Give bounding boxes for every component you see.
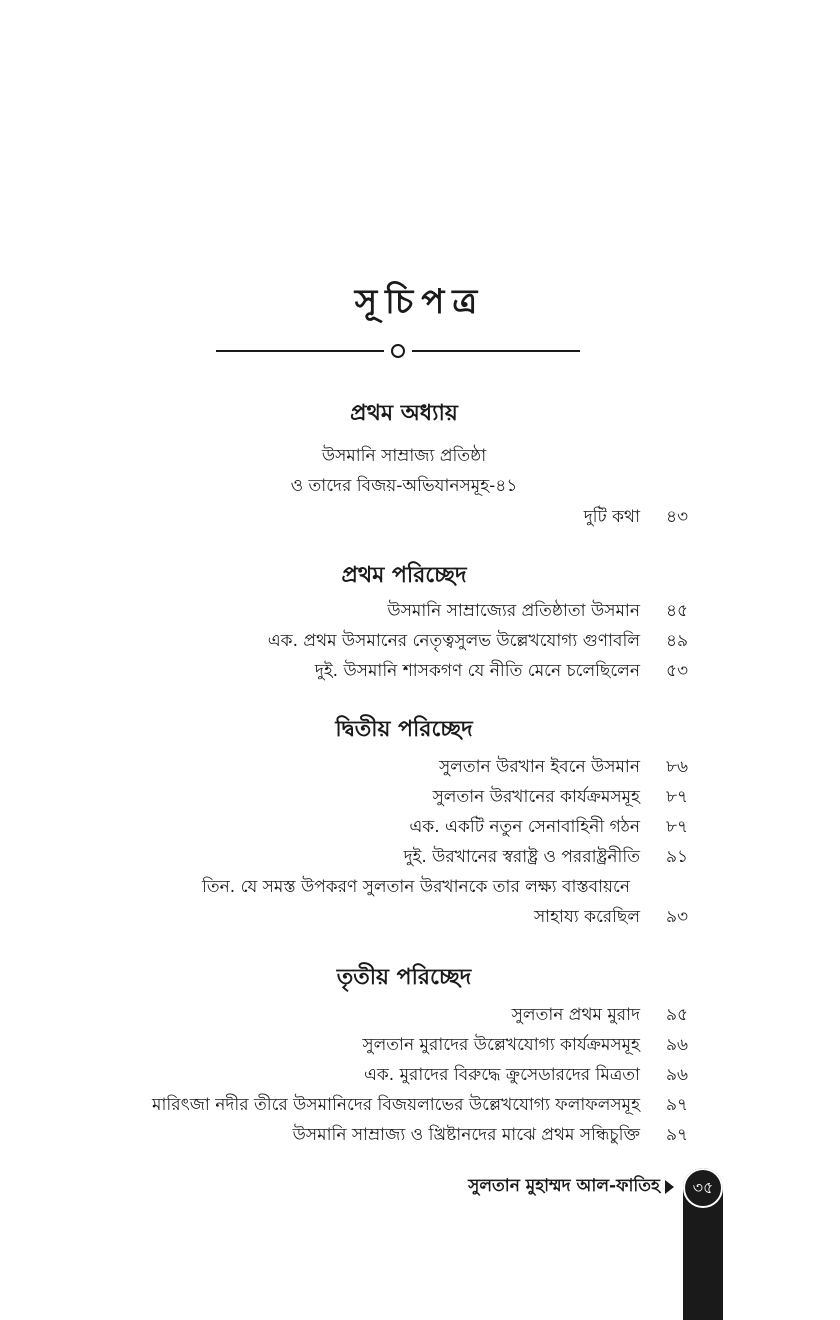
toc-entry-text: সুলতান প্রথম মুরাদ [511, 1005, 640, 1025]
section-heading-3: তৃতীয় পরিচ্ছেদ [336, 965, 472, 990]
footer-book-title: সুলতান মুহাম্মদ আল-ফাতিহ [468, 1176, 660, 1196]
toc-entry-text: দুই. উসমানি শাসকগণ যে নীতি মেনে চলেছিলেন [314, 661, 640, 681]
toc-entry-page: ৮৭ [666, 817, 689, 837]
toc-entry[interactable] [40, 1000, 700, 1030]
toc-entry[interactable] [40, 1120, 700, 1150]
toc-entry-page: ৯৩ [666, 907, 689, 927]
toc-entry-page: ৪৯ [666, 631, 689, 651]
divider-ornament-icon [391, 344, 405, 358]
toc-entry[interactable] [40, 656, 700, 686]
toc-entry-page: ৯৬ [666, 1035, 689, 1055]
footer-arrow-icon [665, 1180, 674, 1194]
toc-entry[interactable] [40, 1030, 700, 1060]
toc-entry[interactable] [40, 812, 700, 842]
toc-entry-page: ৫৩ [666, 661, 689, 681]
section-heading-2: দ্বিতীয় পরিচ্ছেদ [335, 717, 473, 742]
chapter-subtitle-line1: উসমানি সাম্রাজ্য প্রতিষ্ঠা [321, 446, 487, 466]
toc-entry-text: এক. প্রথম উসমানের নেতৃত্বসুলভ উল্লেখযোগ্য গুণাবলি [267, 631, 640, 651]
section-heading-1: প্রথম পরিচ্ছেদ [341, 563, 467, 588]
toc-entry-page: ৪৩ [666, 507, 689, 527]
chapter-subtitle-line2: ও তাদের বিজয়-অভিযানসমূহ-৪১ [290, 476, 518, 496]
toc-entry[interactable] [40, 752, 700, 782]
toc-entry-text: দুটি কথা [583, 507, 640, 527]
toc-entry[interactable] [40, 902, 700, 932]
toc-entry[interactable] [40, 842, 700, 872]
title-divider [216, 341, 580, 361]
toc-entry[interactable] [40, 782, 700, 812]
toc-entry-text: এক. মুরাদের বিরুদ্ধে ক্রুসেডারদের মিত্রতা [363, 1065, 640, 1085]
toc-entry-text: সুলতান মুরাদের উল্লেখযোগ্য কার্যক্রমসমূহ [362, 1035, 640, 1055]
toc-entry-page: ৯৬ [666, 1065, 689, 1085]
toc-entry-page: ৯৭ [666, 1095, 689, 1115]
toc-entry-text-wrapped-line1[interactable]: তিন. যে সমস্ত উপকরণ সুলতান উরখানকে তার লক্ষ্য বাস্তবায়নে [202, 877, 630, 897]
chapter-heading: প্রথম অধ্যায় [350, 401, 458, 426]
divider-line-right [412, 350, 580, 352]
toc-entry[interactable] [40, 1060, 700, 1090]
toc-entry-text: সুলতান উরখানের কার্যক্রমসমূহ [432, 787, 640, 807]
toc-entry-text: সাহায্য করেছিল [533, 907, 640, 927]
toc-entry-text: উসমানি সাম্রাজ্য ও খ্রিষ্টানদের মাঝে প্রথম সন্ধিচুক্তি [292, 1125, 640, 1145]
toc-entry-text: উসমানি সাম্রাজ্যের প্রতিষ্ঠাতা উসমান [387, 601, 640, 621]
toc-entry-page: ৮৬ [666, 757, 689, 777]
toc-entry-intro[interactable] [40, 502, 700, 532]
toc-entry-text: সুলতান উরখান ইবনে উসমান [438, 757, 640, 777]
toc-entry[interactable] [40, 596, 700, 626]
toc-entry[interactable] [40, 1090, 700, 1120]
toc-entry[interactable] [40, 626, 700, 656]
toc-entry-text: মারিৎজা নদীর তীরে উসমানিদের বিজয়লাভের উল্লেখযোগ্য ফলাফলসমূহ [152, 1095, 640, 1115]
page-number: ৩৫ [683, 1168, 723, 1208]
toc-entry-page: ৮৭ [666, 787, 689, 807]
toc-entry-page: ৯৫ [666, 1005, 689, 1025]
toc-entry-page: ৪৫ [666, 601, 689, 621]
toc-entry-text: এক. একটি নতুন সেনাবাহিনী গঠন [409, 817, 640, 837]
toc-entry-page: ৯১ [666, 847, 689, 867]
page-title: সূচিপত্র [354, 282, 486, 322]
toc-entry-page: ৯৭ [666, 1125, 689, 1145]
divider-line-left [216, 350, 384, 352]
toc-entry-text: দুই. উরখানের স্বরাষ্ট্র ও পররাষ্ট্রনীতি [403, 847, 640, 867]
